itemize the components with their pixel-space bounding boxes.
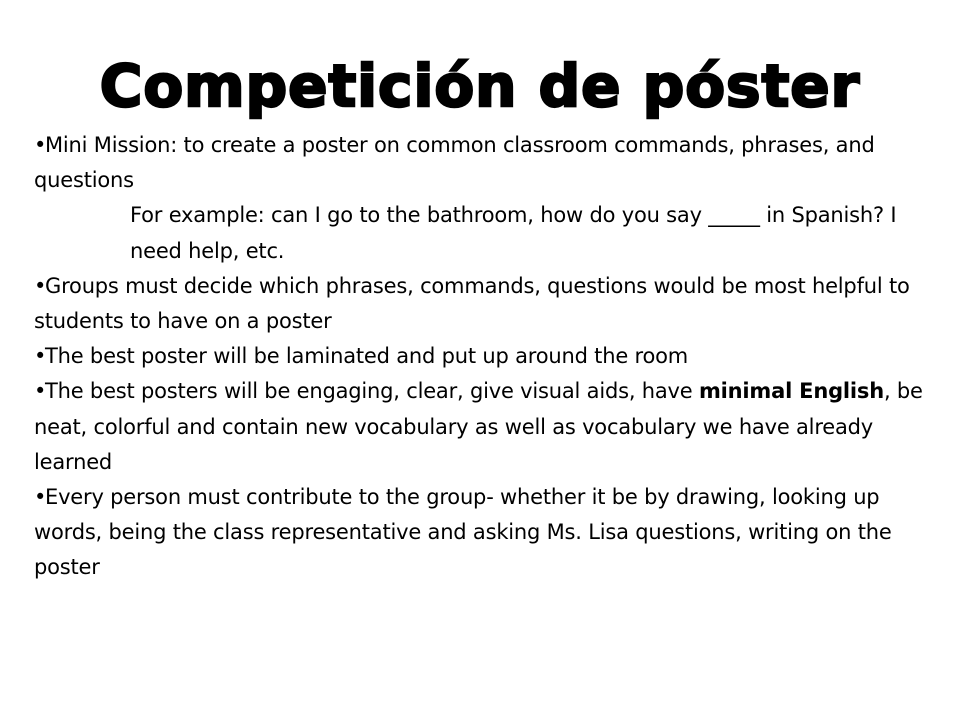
bullet-text-start: The best posters will be engaging, clear, give visual aids, have bbox=[45, 379, 699, 404]
bullet-text: The best poster will be laminated and put up around the room bbox=[45, 344, 689, 369]
bullet-item-groups bbox=[34, 269, 944, 339]
bullet-item-mission bbox=[34, 128, 944, 198]
slide-title: Competición de póster bbox=[99, 52, 861, 120]
bullet-item-best-poster bbox=[34, 339, 944, 374]
example-subitem bbox=[34, 198, 944, 268]
example-text: For example: can I go to the bathroom, how do you say _____ in Spanish? I need help, etc. bbox=[130, 203, 897, 263]
bullet-text: Mini Mission: to create a poster on common classroom commands, phrases, and questions bbox=[34, 133, 875, 193]
bullet-text-end: , be neat, colorful and contain new vocabulary as well as vocabulary we have already learned bbox=[34, 379, 923, 474]
bullet-item-contribution bbox=[34, 480, 944, 586]
bullet-text: Groups must decide which phrases, commands, questions would be most helpful to students to have on a poster bbox=[34, 273, 910, 334]
slide-body bbox=[34, 128, 944, 586]
bullet-text-emphasis: minimal English bbox=[698, 379, 884, 404]
bullet-item-criteria bbox=[34, 374, 944, 480]
bullet-marker: • bbox=[34, 344, 47, 369]
bullet-marker: • bbox=[34, 133, 47, 157]
bullet-marker: • bbox=[34, 273, 47, 298]
bullet-text: Every person must contribute to the group- whether it be by drawing, looking up words, being the class representative and asking Ms. Lisa questions, writing on the poster bbox=[34, 485, 892, 580]
bullet-marker: • bbox=[34, 379, 47, 404]
bullet-marker: • bbox=[34, 485, 47, 510]
